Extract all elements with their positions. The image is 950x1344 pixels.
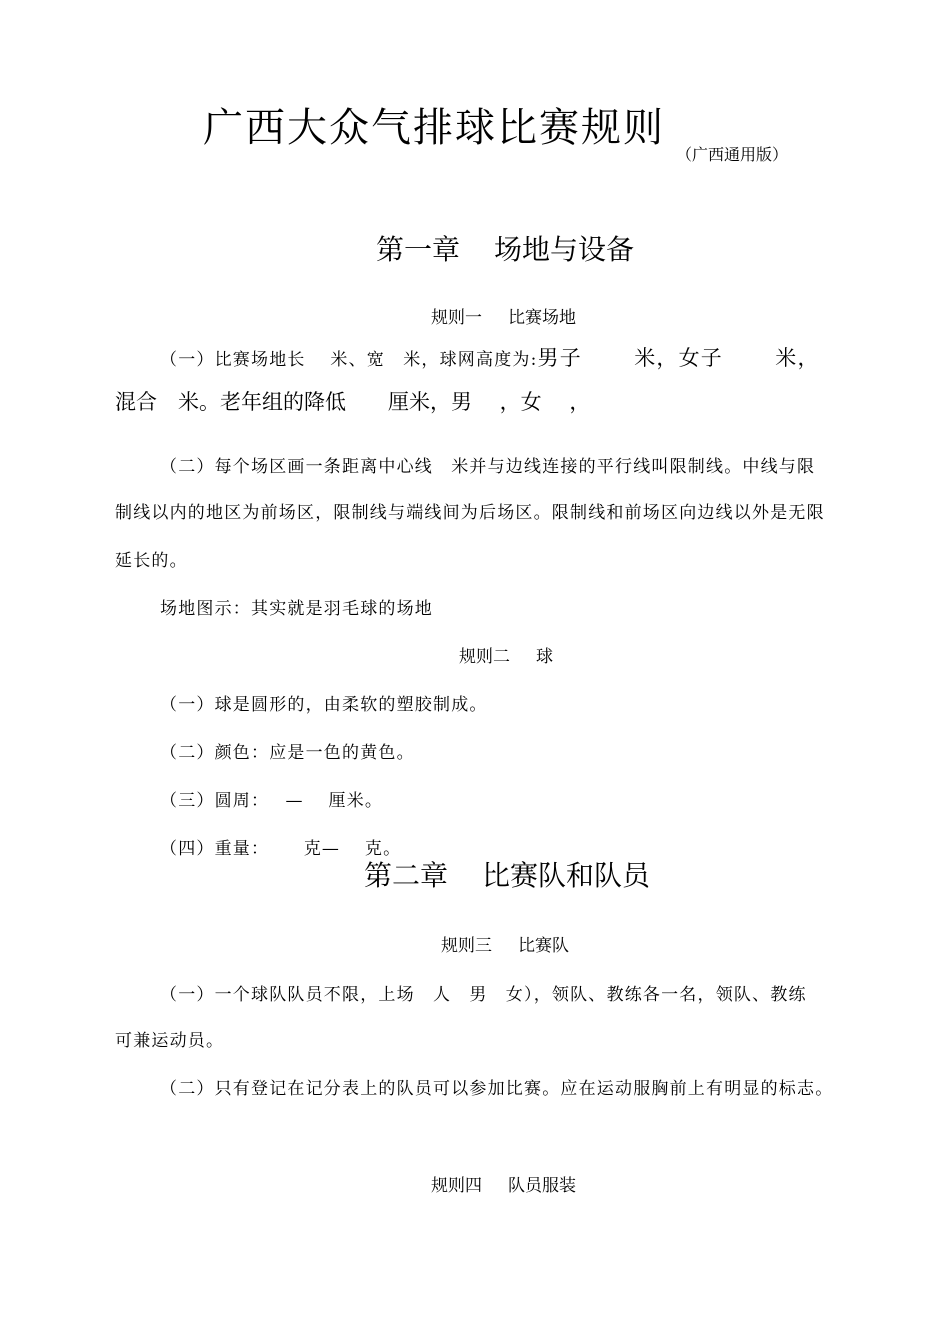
document-title: 广西大众气排球比赛规则 xyxy=(203,105,665,151)
court-diagram-note: 场地图示：其实就是羽毛球的场地 xyxy=(160,599,433,619)
rule-4-label: 规则四 xyxy=(431,1176,482,1196)
chapter-1-label: 第一章 xyxy=(376,233,461,266)
rule-3-item-1-line-2: 可兼运动员。 xyxy=(115,1031,225,1051)
rule-4-heading xyxy=(431,1174,576,1198)
rule-3-name: 比赛队 xyxy=(518,936,569,956)
rule-2-item-3: （三）圆周： — 厘米。 xyxy=(160,791,384,811)
chapter-1-name: 场地与设备 xyxy=(494,233,635,266)
rule-2-item-1: （一）球是圆形的，由柔软的塑胶制成。 xyxy=(160,695,488,715)
chapter-2-name: 比赛队和队员 xyxy=(482,859,651,892)
rule-3-item-1-line-1: （一）一个球队队员不限，上场 人 男 女），领队、教练各一名，领队、教练 xyxy=(160,985,807,1005)
rule-1-heading xyxy=(431,306,576,330)
rule-2-heading xyxy=(459,645,553,669)
rule-2-item-4: （四）重量： 克— 克。 xyxy=(160,839,402,859)
rule-1-item-1-line-2: 混合 米。老年组的降低 厘米，男 ，女 ， xyxy=(115,390,591,414)
chapter-1-heading xyxy=(376,230,634,270)
chapter-2-heading xyxy=(364,856,650,896)
rule-1-item-2-line-1: （二）每个场区画一条距离中心线 米并与边线连接的平行线叫限制线。中线与限 xyxy=(160,457,816,477)
rule-1-item-1-line-1 xyxy=(160,344,820,373)
rule-1-label: 规则一 xyxy=(431,308,482,328)
rule-2-label: 规则二 xyxy=(459,647,510,667)
edition-note: （广西通用版） xyxy=(676,145,789,164)
rule-2-name: 球 xyxy=(536,647,553,667)
rule-1-item-1-heights: 男子 米，女子 米， xyxy=(537,346,820,370)
rule-3-heading xyxy=(441,934,569,958)
rule-1-name: 比赛场地 xyxy=(508,308,576,328)
rule-3-label: 规则三 xyxy=(441,936,492,956)
rule-1-item-1-text: （一）比赛场地长 米、宽 米，球网高度为: xyxy=(160,350,538,370)
rule-1-item-2-line-3: 延长的。 xyxy=(115,551,188,571)
rule-2-item-2: （二）颜色：应是一色的黄色。 xyxy=(160,743,415,763)
rule-4-name: 队员服装 xyxy=(508,1176,576,1196)
rule-1-item-2-line-2: 制线以内的地区为前场区，限制线与端线间为后场区。限制线和前场区向边线以外是无限 xyxy=(115,503,825,523)
chapter-2-label: 第二章 xyxy=(364,859,449,892)
rule-3-item-2: （二）只有登记在记分表上的队员可以参加比赛。应在运动服胸前上有明显的标志。 xyxy=(160,1079,834,1099)
